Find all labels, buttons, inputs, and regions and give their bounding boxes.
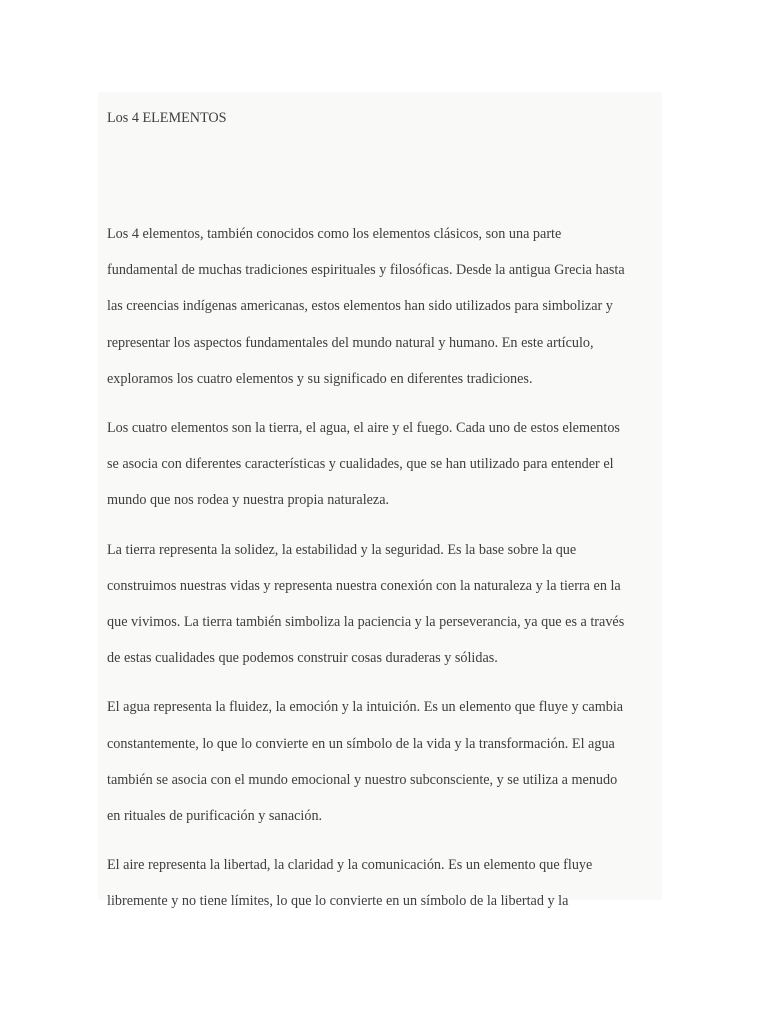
text-line: El agua representa la fluidez, la emoción y la intuición. Es un elemento que fluye y cambia	[107, 699, 624, 716]
text-line: Los cuatro elementos son la tierra, el agua, el aire y el fuego. Cada uno de estos elementos	[107, 420, 620, 437]
text-line: se asocia con diferentes características y cualidades, que se han utilizado para entender el	[107, 456, 614, 473]
text-line: que vivimos. La tierra también simboliza la paciencia y la perseverancia, ya que es a través	[107, 614, 625, 631]
text-line: en rituales de purificación y sanación.	[107, 808, 323, 825]
text-line: El aire representa la libertad, la claridad y la comunicación. Es un elemento que fluye	[107, 857, 593, 874]
text-line: exploramos los cuatro elementos y su significado en diferentes tradiciones.	[107, 370, 533, 387]
text-line: Los 4 elementos, también conocidos como los elementos clásicos, son una parte	[107, 226, 562, 242]
text-line: constantemente, lo que lo convierte en un símbolo de la vida y la transformación. El agua	[107, 735, 615, 752]
document-title: Los 4 ELEMENTOS	[107, 110, 227, 126]
text-line: libremente y no tiene límites, lo que lo convierte en un símbolo de la libertad y la	[107, 893, 569, 910]
document-content	[107, 107, 667, 933]
paragraph-intro	[107, 216, 667, 397]
text-line: también se asocia con el mundo emocional y nuestro subconsciente, y se utiliza a menudo	[107, 771, 618, 788]
text-line: las creencias indígenas americanas, estos elementos han sido utilizados para simbolizar y	[107, 298, 613, 315]
paragraph-air	[107, 847, 667, 919]
text-line: de estas cualidades que podemos construir cosas duraderas y sólidas.	[107, 650, 498, 667]
text-line: mundo que nos rodea y nuestra propia naturaleza.	[107, 492, 390, 509]
text-line: construimos nuestras vidas y representa nuestra conexión con la naturaleza y la tierra en la	[107, 577, 621, 594]
text-line: La tierra representa la solidez, la estabilidad y la seguridad. Es la base sobre la que	[107, 541, 577, 558]
paragraph-four-elements	[107, 410, 667, 519]
paragraph-water	[107, 689, 667, 834]
paragraph-earth	[107, 532, 667, 677]
text-line: fundamental de muchas tradiciones espirituales y filosóficas. Desde la antigua Grecia hasta	[107, 262, 625, 279]
document-body	[107, 216, 667, 920]
text-line: representar los aspectos fundamentales del mundo natural y humano. En este artículo,	[107, 334, 594, 351]
